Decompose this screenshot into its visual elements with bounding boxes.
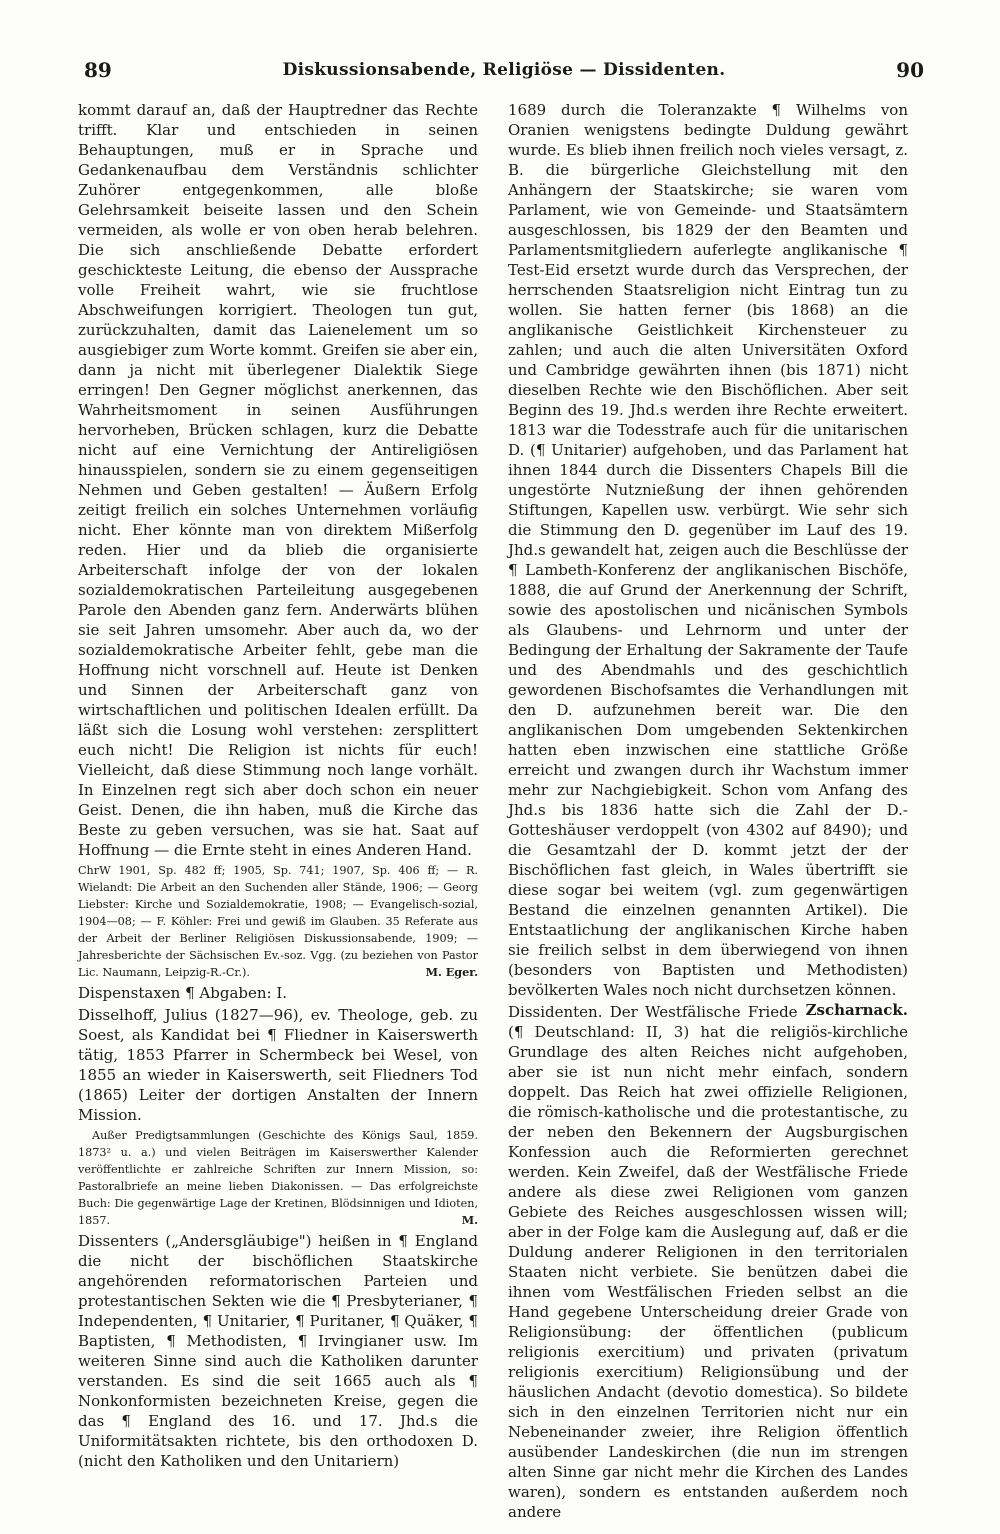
- author-signature: Zscharnack.: [805, 1001, 908, 1019]
- entry-dissenters: Dissenters („Andersgläubige") heißen in ¶ England die nicht der bischöflichen Staatskirche angehörenden reformatorischen Parteien und protestantischen Sekten wie die ¶ Presbyterianer, ¶ Independenten, ¶ Unitarier, ¶ Puritaner, ¶ Quäker, ¶ Baptisten, ¶ Methodisten, ¶ Irvingianer usw. Im weiteren Sinne sind auch die Katholiken darunter verstanden. Es sind die seit 1665 auch als ¶ Nonkonformisten bezeichneten Kreise, gegen die das ¶ England des 16. und 17. Jhd.s die Uniformitätsakten richtete, bis den orthodoxen D. (nicht den Katholiken und den Unitariern): [78, 1232, 478, 1470]
- bibliography-note: [78, 1127, 478, 1229]
- bibliography-text: Außer Predigtsammlungen (Geschichte des Königs Saul, 1859. 1873² u. a.) und vielen Beiträgen im Kaiserswerther Kalender veröffentlichte er zahlreiche Schriften zur Innern Mission, so: Pastoralbriefe an meine lieben Diakonissen. — Das erfolgreichste Buch: Die gegenwärtige Lage der Kretinen, Blödsinnigen und Idioten, 1857.: [78, 1129, 478, 1227]
- entry-dispenstaxen: Dispenstaxen ¶ Abgaben: I.: [78, 984, 288, 1002]
- reference-text: ChrW 1901, Sp. 482 ff; 1905, Sp. 741; 1907, Sp. 406 ff; — R. Wielandt: Die Arbeit an den Suchenden aller Stände, 1906; — Georg Liebster: Kirche und Sozialdemokratie, 1908; — Evangelisch-sozial, 1904—08; — F. Köhler: Frei und gewiß im Glauben. 35 Referate aus der Arbeit der Berliner Religiösen Diskussionsabende, 1909; — Jahresberichte der Sächsischen Ev.-soz. Vgg. (zu beziehen von Pastor Lic. Naumann, Leipzig-R.-Cr.).: [78, 864, 478, 979]
- reference-list: [78, 862, 478, 981]
- author-signature: M. Eger.: [425, 965, 478, 979]
- right-column: [508, 100, 908, 1521]
- discussion-paragraph: kommt darauf an, daß der Hauptredner das Rechte trifft. Klar und entschieden in seinen Behauptungen, muß er in Sprache und Gedankenaufbau dem Verständnis schlichter Zuhörer entgegenkommen, alle bloße Gelehrsamkeit beiseite lassen und den Schein vermeiden, als wolle er von oben herab belehren. Die sich anschließende Debatte erfordert geschickteste Leitung, die ebenso der Aussprache volle Freiheit wahrt, wie sie fruchtlose Abschweifungen korrigiert. Theologen tun gut, zurückzuhalten, damit das Laienelement um so ausgiebiger zum Worte kommt. Greifen sie aber ein, dann ja nicht mit überlegener Dialektik Siege erringen! Den Gegner möglichst anerkennen, das Wahrheitsmoment in seinen Ausführungen hervorheben, Brücken schlagen, kurz die Debatte nicht auf eine Vernichtung der Antireligiösen hinausspielen, sondern sie zu einem gegenseitigen Nehmen und Geben gestalten! — Äußern Erfolg zeitigt freilich ein solches Unternehmen vorläufig nicht. Eher könnte man von direktem Mißerfolg reden. Hier und da blieb die organisierte Arbeiterschaft infolge der von der lokalen sozialdemokratischen Parteileitung ausgegebenen Parole den Abenden ganz fern. Anderwärts blühen sie seit Jahren umsomehr. Aber auch da, wo der sozialdemokratische Arbeiter fehlt, gebe man die Hoffnung nicht vorschnell auf. Heute ist Denken und Sinnen der Arbeiterschaft ganz von wirtschaftlichen und politischen Idealen erfüllt. Da läßt sich die Losung wohl verstehen: zersplittert euch nicht! Die Religion ist nichts für euch! Vielleicht, daß diese Stimmung noch lange vorhält. In Einzelnen regt sich aber doch schon ein neuer Geist. Denen, die ihn haben, muß die Kirche das Beste zu geben versuchen, was sie hat. Saat auf Hoffnung — die Ernte steht in eines Anderen Hand.: [78, 101, 478, 859]
- running-header: [76, 58, 932, 88]
- left-column: [78, 100, 478, 1500]
- author-signature: M.: [461, 1213, 478, 1227]
- entry-dissidenten: Dissidenten. Der Westfälische Friede (¶ Deutschland: II, 3) hat die religiös-kirchliche Grundlage des alten Reiches nicht aufgehoben, aber sie ist nun nicht mehr einfach, sondern doppelt. Das Reich hat zwei offizielle Religionen, die römisch-katholische und die protestantische, zu der neben den Bekennern der Augsburgischen Konfession auch die Reformierten gerechnet werden. Kein Zweifel, daß der Westfälische Friede andere als diese zwei Religionen vom ganzen Gebiete des Reiches ausgeschlossen wissen will; aber in der Folge kam die Auslegung auf, daß er die Duldung anderer Religionen in den territorialen Staaten nicht verbiete. Sie benützen dabei die ihnen vom Westfälischen Frieden selbst an die Hand gegebene Unterscheidung dreier Grade von Religionsübung: der öffentlichen (publicum religionis exercitium) und privaten (privatum religionis exercitium) Religionsübung und der häuslichen Andacht (devotio domestica). So bildete sich in den einzelnen Territorien nicht nur ein Nebeneinander zweier, ihre Religion öffentlich ausübender Landeskirchen (die nun im strengen alten Sinne gar nicht mehr die Kirchen des Landes waren), sondern es entstanden außerdem noch andere: [508, 1003, 908, 1521]
- page-number-right: 90: [896, 58, 924, 82]
- running-title: Diskussionsabende, Religiöse — Dissidenten.: [282, 60, 726, 80]
- entry-disselhoff: Disselhoff, Julius (1827—96), ev. Theologe, geb. zu Soest, als Kandidat bei ¶ Fliedner in Kaiserswerth tätig, 1853 Pfarrer in Schermbeck bei Wesel, von 1855 an wieder in Kaiserswerth, seit Fliedners Tod (1865) Leiter der dortigen Anstalten der Innern Mission.: [78, 1006, 478, 1124]
- dissenters-continued: [508, 100, 908, 1019]
- dissenters-text: 1689 durch die Toleranzakte ¶ Wilhelms von Oranien wenigstens bedingte Duldung gewährt wurde. Es blieb ihnen freilich noch vieles versagt, z. B. die bürgerliche Gleichstellung mit den Anhängern der Staatskirche; sie waren vom Parlament, wie von Gemeinde- und Staatsämtern ausgeschlossen, bis 1829 der den Beamten und Parlamentsmitgliedern auferlegte anglikanische ¶ Test-Eid ersetzt wurde durch das Versprechen, der herrschenden Staatsreligion nicht Eintrag tun zu wollen. Sie hatten ferner (bis 1868) an die anglikanische Geistlichkeit Kirchensteuer zu zahlen; und auch die alten Universitäten Oxford und Cambridge gewährten ihnen (bis 1871) nicht dieselben Rechte wie den Bischöflichen. Aber seit Beginn des 19. Jhd.s werden ihre Rechte erweitert. 1813 war die Todesstrafe auch für die unitarischen D. (¶ Unitarier) aufgehoben, und das Parlament hat ihnen 1844 durch die Dissenters Chapels Bill die ungestörte Nutznießung der ihnen gehörenden Stiftungen, Kapellen usw. verbürgt. Wie sehr sich die Stimmung den D. gegenüber im Lauf des 19. Jhd.s gewandelt hat, zeigen auch die Beschlüsse der ¶ Lambeth-Konferenz der anglikanischen Bischöfe, 1888, die auf Grund der Anerkennung der Schrift, sowie des apostolischen und nicänischen Symbols als Glaubens- und Lehrnorm und unter der Bedingung der Erhaltung der Sakramente der Taufe und des Abendmahls und des geschichtlich gewordenen Bischofsamtes die Verhandlungen mit den D. aufzunehmen bereit war. Die den anglikanischen Dom umgebenden Sektenkirchen hatten eben inzwischen eine stattliche Größe erreicht und zwangen durch ihr Wachstum immer mehr zur Nachgiebigkeit. Schon vom Anfang des Jhd.s bis 1836 hatte sich die Zahl der D.-Gotteshäuser verdoppelt (von 4302 auf 8490); und die Gesamtzahl der D. kommt jetzt der der Bischöflichen fast gleich, in Wales übertrifft sie diese sogar bei weitem (vgl. zum gegenwärtigen Bestand die einzelnen genannten Artikel). Die Entstaatlichung der anglikanischen Kirche haben sie freilich selbst in dem überwiegend von ihnen (besonders von Baptisten und Methodisten) bevölkerten Wales noch nicht durchsetzen können.: [508, 101, 908, 999]
- page-number-left: 89: [84, 58, 112, 82]
